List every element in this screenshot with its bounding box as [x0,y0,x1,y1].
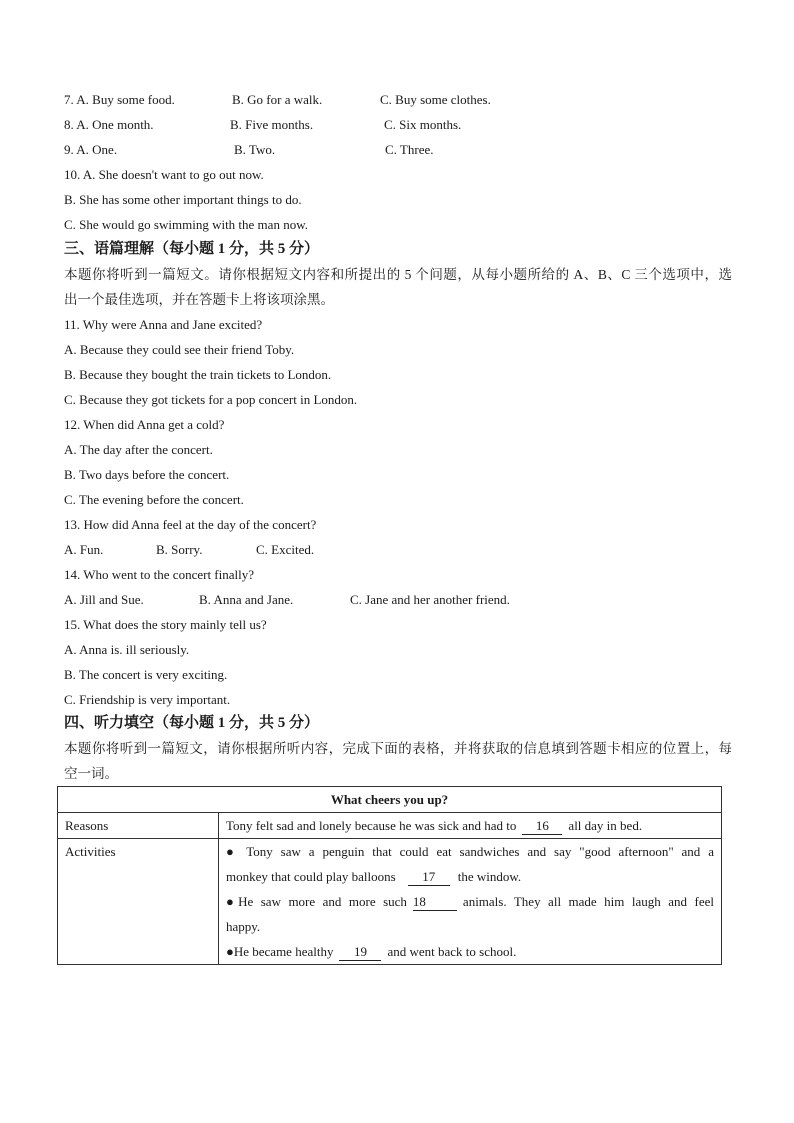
blank-19: 19 [339,944,381,961]
q12-option-b: B. Two days before the concert. [64,467,230,482]
q11-option-a: A. Because they could see their friend Toby. [64,342,295,357]
table-title: What cheers you up? [58,787,722,813]
q8-option-c: C. Six months. [384,117,462,132]
q9-option-b: B. Two. [234,142,276,157]
section-3-instruction-line2: 出一个最佳选项，并在答题卡上将该项涂黑。 [64,292,334,307]
activity-1-line2 [226,864,714,889]
section-4-heading: 四、听力填空（每小题 1 分，共 5 分） [64,715,320,731]
q15-question: 15. What does the story mainly tell us? [64,617,267,632]
activity-3-text-pre: ●He became healthy [226,944,334,959]
q14-option-a: A. Jill and Sue. [64,592,144,607]
section-4-instruction-line2: 空一词。 [64,766,118,781]
q15-option-b: B. The concert is very exciting. [64,667,228,682]
q15-option-c: C. Friendship is very important. [64,692,231,707]
section-3-instruction-line1: 本题你将听到一篇短文。请你根据短文内容和所提出的 5 个问题，从每小题所给的 A、B、C 三个选项中，选 [64,267,732,282]
q10-option-c: C. She would go swimming with the man now. [64,217,308,232]
q13-option-a: A. Fun. [64,542,104,557]
q9-option-a: 9. A. One. [64,142,118,157]
q9-option-c: C. Three. [385,142,434,157]
blank-16: 16 [522,818,562,835]
q10-option-a: 10. A. She doesn't want to go out now. [64,167,264,182]
activity-3-line [226,939,714,964]
reasons-text-post: all day in bed. [568,818,643,833]
q7-option-c: C. Buy some clothes. [380,92,491,107]
blank-18: 18 [413,894,457,911]
section-4-instruction-line1: 本题你将听到一篇短文，请你根据所听内容，完成下面的表格，并将获取的信息填到答题卡相应的位置上，每 [64,741,732,756]
blank-17: 17 [408,869,450,886]
q12-question: 12. When did Anna get a cold? [64,417,225,432]
reasons-text-pre: Tony felt sad and lonely because he was sick and had to [226,818,517,833]
q11-option-b: B. Because they bought the train tickets to London. [64,367,332,382]
activity-1-text-pre: monkey that could play balloons [226,869,396,884]
cheer-up-table [57,786,722,965]
q7-option-a: 7. A. Buy some food. [64,92,175,107]
activity-1-text-post: the window. [457,869,522,884]
activity-2-line1 [226,889,714,914]
activity-2-text-post: animals. They all made him laugh and feel [462,894,714,909]
q14-option-c: C. Jane and her another friend. [350,592,510,607]
reasons-cell [219,813,722,839]
activity-2-text-pre: ●He saw more and more such [226,894,407,909]
activity-1-line1: ● Tony saw a penguin that could eat sandwiches and say "good afternoon" and a [226,844,714,859]
activities-label: Activities [58,839,219,965]
q14-option-b: B. Anna and Jane. [199,592,294,607]
q7-option-b: B. Go for a walk. [232,92,323,107]
q8-option-a: 8. A. One month. [64,117,154,132]
q12-option-c: C. The evening before the concert. [64,492,244,507]
q13-option-c: C. Excited. [256,542,315,557]
q12-option-a: A. The day after the concert. [64,442,213,457]
q8-option-b: B. Five months. [230,117,314,132]
activity-2-line2: happy. [226,919,261,934]
activities-cell [219,839,722,965]
q13-question: 13. How did Anna feel at the day of the concert? [64,517,317,532]
q14-question: 14. Who went to the concert finally? [64,567,255,582]
q11-option-c: C. Because they got tickets for a pop concert in London. [64,392,358,407]
activity-3-text-post: and went back to school. [387,944,517,959]
q13-option-b: B. Sorry. [156,542,203,557]
reasons-label: Reasons [58,813,219,839]
section-3-heading: 三、语篇理解（每小题 1 分，共 5 分） [64,241,320,257]
q15-option-a: A. Anna is. ill seriously. [64,642,190,657]
q10-option-b: B. She has some other important things to do. [64,192,302,207]
q11-question: 11. Why were Anna and Jane excited? [64,317,263,332]
